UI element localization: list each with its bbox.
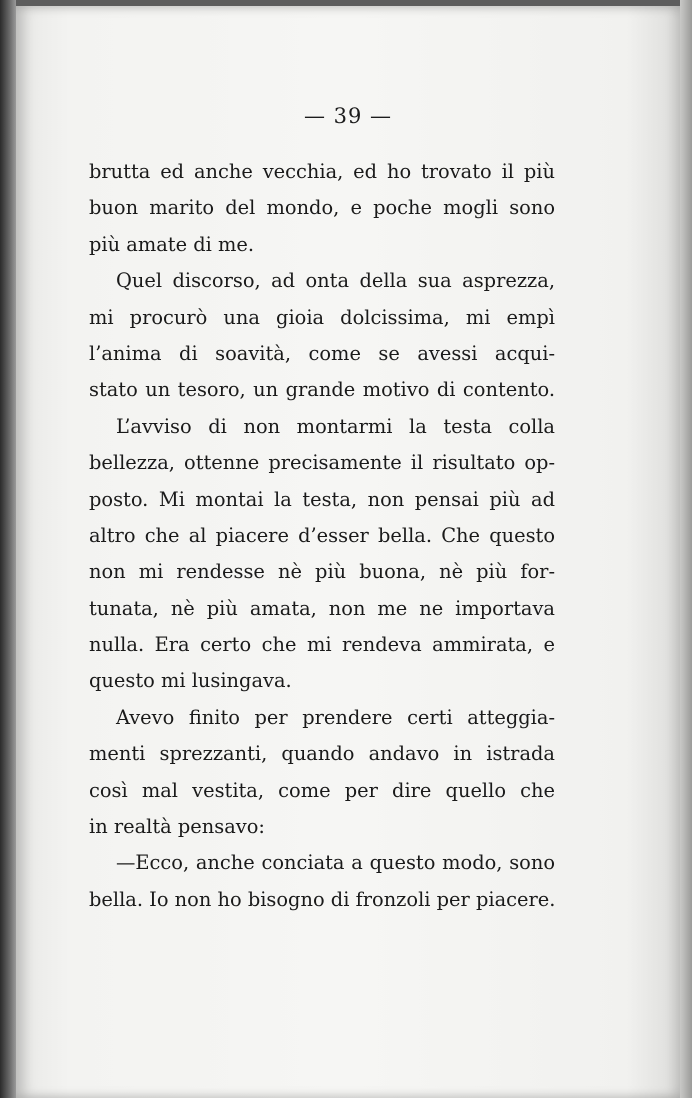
- text-line: l’anima di soavità, come se avessi acqui-: [89, 341, 555, 365]
- book-page: [16, 6, 680, 1098]
- page-binding-edge: [0, 0, 16, 1098]
- text-line: menti sprezzanti, quando andavo in istrada: [89, 742, 555, 766]
- text-line: nulla. Era certo che mi rendeva ammirata, e: [89, 633, 555, 657]
- text-line: stato un tesoro, un grande motivo di contento.: [89, 378, 555, 402]
- page-number: — 39 —: [303, 104, 393, 128]
- text-line: buon marito del mondo, e poche mogli sono: [89, 196, 555, 220]
- text-line: —Ecco, anche conciata a questo modo, sono: [116, 851, 555, 875]
- text-line: mi procurò una gioia dolcissima, mi empì: [89, 305, 555, 329]
- text-line: bellezza, ottenne precisamente il risultato op-: [89, 451, 555, 475]
- text-line: Quel discorso, ad onta della sua asprezza,: [116, 269, 555, 293]
- text-line: L’avviso di non montarmi la testa colla: [116, 414, 555, 438]
- text-line: in realtà pensavo:: [89, 815, 265, 839]
- body-text: [89, 154, 555, 918]
- text-line: questo mi lusingava.: [89, 669, 292, 693]
- text-line: tunata, nè più amata, non me ne importava: [89, 596, 555, 620]
- text-line: posto. Mi montai la testa, non pensai più ad: [89, 487, 555, 511]
- text-line: non mi rendesse nè più buona, nè più for-: [89, 560, 555, 584]
- text-line: altro che al piacere d’esser bella. Che questo: [89, 523, 555, 547]
- text-line: bella. Io non ho bisogno di fronzoli per piacere.: [89, 887, 555, 911]
- text-line: Avevo finito per prendere certi atteggia-: [116, 705, 555, 729]
- text-line: brutta ed anche vecchia, ed ho trovato il più: [89, 160, 555, 183]
- text-line: così mal vestita, come per dire quello che: [89, 778, 555, 802]
- page-right-edge: [680, 0, 692, 1098]
- text-line: più amate di me.: [89, 232, 255, 256]
